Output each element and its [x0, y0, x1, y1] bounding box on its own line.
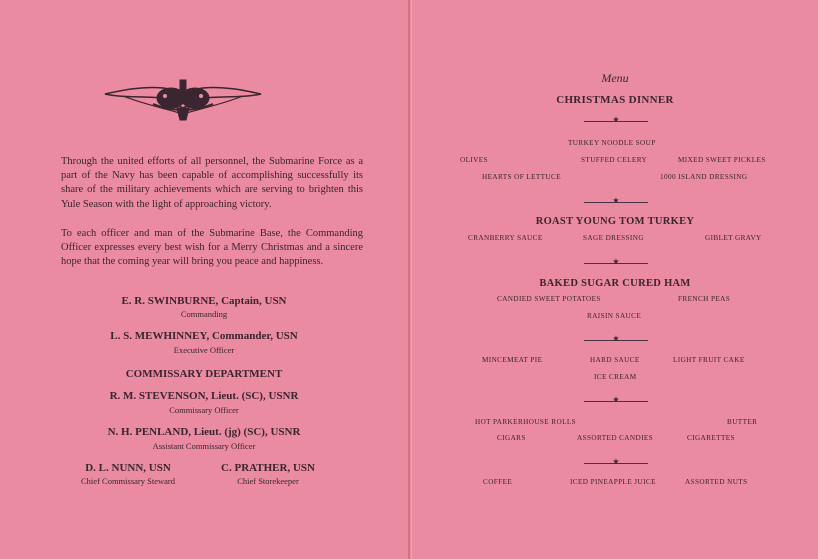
divider: ★ — [584, 118, 648, 125]
nunn-name: D. L. NUNN, USN — [85, 462, 171, 474]
mewhinney-name: L. S. MEWHINNEY, Commander, USN — [110, 330, 298, 342]
submarine-dolphins-insignia-icon — [103, 74, 263, 124]
left-panel — [0, 0, 408, 559]
menu-item-giblet: GIBLET GRAVY — [705, 234, 762, 242]
menu-label: Menu — [601, 71, 629, 85]
penland-title: Assistant Commissary Officer — [152, 441, 256, 451]
menu-item-dressing: 1000 ISLAND DRESSING — [660, 173, 748, 181]
menu-item-candies: ASSORTED CANDIES — [577, 434, 654, 442]
stevenson-name: R. M. STEVENSON, Lieut. (SC), USNR — [109, 390, 299, 402]
divider: ★ — [584, 398, 648, 405]
menu-item-raisin: RAISIN SAUCE — [587, 312, 642, 320]
penland-name: N. H. PENLAND, Lieut. (jg) (SC), USNR — [107, 426, 301, 438]
menu-item-coffee: COFFEE — [483, 478, 513, 486]
swinburne-title: Commanding — [180, 309, 228, 319]
menu-item-potatoes: CANDIED SWEET POTATOES — [497, 295, 601, 303]
swinburne-name: E. R. SWINBURNE, Captain, USN — [121, 295, 287, 307]
menu-item-celery: STUFFED CELERY — [581, 156, 648, 164]
divider: ★ — [584, 337, 648, 344]
menu-heading-turkey: ROAST YOUNG TOM TURKEY — [535, 216, 695, 227]
stevenson-title: Commissary Officer — [169, 405, 239, 415]
menu-item-sage: SAGE DRESSING — [583, 234, 644, 242]
menu-item-ice-cream: ICE CREAM — [594, 373, 637, 381]
greeting-paragraph: To each officer and man of the Submarine Base, the Commanding Officer expresses every best wish for a Merry Christmas and a sincere hope that the coming year will bring you peace and happiness. — [61, 228, 363, 268]
intro-paragraph: Through the united efforts of all personnel, the Submarine Force as a part of the Navy has been capable of accomplishing successfully its share of the military achievements which are serving to brighten this Yule Season with the light of approaching victory. — [61, 156, 363, 210]
menu-item-cranberry: CRANBERRY SAUCE — [468, 234, 543, 242]
menu-item-pineapple: ICED PINEAPPLE JUICE — [570, 478, 656, 486]
menu-item-hard-sauce: HARD SAUCE — [590, 356, 640, 364]
menu-title: CHRISTMAS DINNER — [556, 94, 674, 106]
menu-item-rolls: HOT PARKERHOUSE ROLLS — [475, 418, 577, 426]
center-fold — [408, 0, 410, 559]
mewhinney-title: Executive Officer — [173, 345, 235, 355]
menu-item-mincemeat: MINCEMEAT PIE — [482, 356, 543, 364]
divider: ★ — [584, 199, 648, 206]
menu-item-nuts: ASSORTED NUTS — [685, 478, 748, 486]
menu-heading-ham: BAKED SUGAR CURED HAM — [539, 278, 691, 289]
menu-item-pickles: MIXED SWEET PICKLES — [678, 156, 766, 164]
menu-item-olives: OLIVES — [460, 156, 488, 164]
divider: ★ — [584, 260, 648, 267]
menu-item-cigars: CIGARS — [497, 434, 526, 442]
menu-item-peas: FRENCH PEAS — [678, 295, 731, 303]
menu-item-fruit-cake: LIGHT FRUIT CAKE — [673, 356, 745, 364]
nunn-title: Chief Commissary Steward — [81, 476, 175, 486]
commissary-department-heading: COMMISSARY DEPARTMENT — [125, 368, 283, 380]
prather-title: Chief Storekeeper — [237, 476, 299, 486]
menu-item-lettuce: HEARTS OF LETTUCE — [482, 173, 562, 181]
menu-item-cigarettes: CIGARETTES — [687, 434, 735, 442]
divider: ★ — [584, 460, 648, 467]
menu-item-butter: BUTTER — [727, 418, 758, 426]
right-panel-menu — [412, 0, 818, 559]
menu-item-soup: TURKEY NOODLE SOUP — [568, 139, 656, 147]
prather-name: C. PRATHER, USN — [221, 462, 315, 474]
